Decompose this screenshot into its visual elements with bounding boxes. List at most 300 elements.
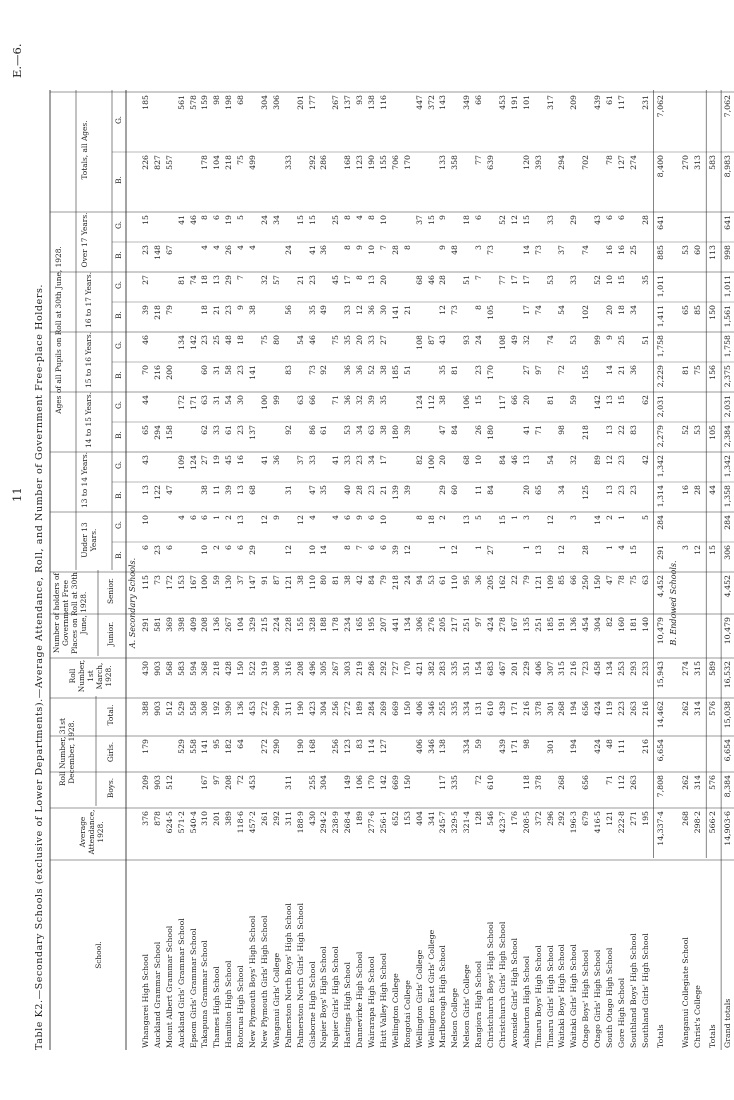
header-girls: G. xyxy=(114,116,123,124)
totals-row-value: 291 xyxy=(655,545,665,560)
table-row-value xyxy=(247,455,259,480)
table-row-value: 261 xyxy=(259,811,269,826)
table-row-value: 190 xyxy=(295,739,305,754)
table-row-value: 36 xyxy=(319,245,329,255)
table-row-value: 124 xyxy=(188,455,198,470)
table-row-value xyxy=(692,215,704,240)
table-row-value xyxy=(247,515,259,540)
table-row-value xyxy=(449,455,461,480)
header-age-15-16: 15 to 16 Years. xyxy=(84,332,93,388)
table-row-value: 292 xyxy=(378,661,388,676)
table-row-value xyxy=(680,335,692,360)
table-row-value: 137 xyxy=(343,95,353,110)
table-row-school: Thames High School xyxy=(212,966,222,1048)
table-row-value xyxy=(449,275,461,300)
totals-row-value: 284 xyxy=(723,515,733,530)
table-row-value: 79 xyxy=(164,305,174,315)
table-row-value: 14 xyxy=(605,365,614,375)
table-row-value: 61 xyxy=(605,95,614,105)
table-row-value: 41 xyxy=(259,455,269,465)
table-row-value: 77 xyxy=(497,275,507,285)
header-roll-boys: Boys. xyxy=(106,777,115,799)
totals-row-value: 998 xyxy=(723,245,733,260)
table-row-value: 10 xyxy=(140,515,150,525)
table-row-value: 12 xyxy=(693,545,703,555)
table-row-value: 85 xyxy=(557,575,567,585)
table-row-value: 17 xyxy=(509,275,519,285)
table-row-value xyxy=(497,545,509,570)
table-row-value: 423·7 xyxy=(497,811,507,834)
table-row-value xyxy=(592,305,604,330)
table-row-value xyxy=(402,275,414,300)
table-row-value: 195 xyxy=(640,811,650,826)
table-row-value: 9 xyxy=(438,215,448,220)
table-row-value: 233 xyxy=(640,661,650,676)
table-row-school: Timaru Boys' High School xyxy=(533,945,543,1048)
table-row-value: 53 xyxy=(681,245,691,255)
table-row-value: 15 xyxy=(426,215,436,225)
table-row-value: 53 xyxy=(343,425,353,435)
table-row-value: 294 xyxy=(152,425,162,440)
table-row-value: 4 xyxy=(200,245,210,250)
table-row-value: 194 xyxy=(569,739,579,754)
table-row-value xyxy=(580,95,592,150)
table-row-value: 158 xyxy=(164,425,174,440)
table-row-value: 301 xyxy=(545,701,555,716)
table-row-value xyxy=(680,395,692,420)
header-age-13-14: 13 to 14 Years. xyxy=(80,452,89,508)
table-row-value: 45 xyxy=(224,455,234,465)
table-row-value: 33 xyxy=(343,455,353,465)
table-row-school: Christ's College xyxy=(693,985,703,1048)
table-row-value: 99 xyxy=(593,335,603,345)
totals-row-value xyxy=(707,395,719,420)
table-row-value: 44 xyxy=(140,395,150,405)
table-row-value: 457·2 xyxy=(248,811,257,834)
table-row-value: 430 xyxy=(140,661,150,676)
table-row-value: 34 xyxy=(367,455,376,465)
table-row-value: 314 xyxy=(693,701,703,716)
totals-row-value xyxy=(707,455,719,480)
table-row-school: Whangarei High School xyxy=(140,953,150,1048)
table-row-value xyxy=(533,395,545,420)
table-row-value: 568 xyxy=(164,661,174,676)
table-row-value: 496 xyxy=(307,661,317,676)
table-row-value: 296 xyxy=(545,811,555,826)
table-row-school: South Otago High School xyxy=(605,947,614,1048)
table-row-value: 35 xyxy=(438,365,448,375)
table-row-value: 32 xyxy=(355,395,365,405)
table-row-value: 262 xyxy=(681,701,691,716)
table-row-value: 6 xyxy=(378,545,388,550)
table-row-value xyxy=(330,365,342,390)
table-row-value: 142 xyxy=(188,335,198,350)
table-row-value: 6 xyxy=(188,515,198,520)
table-row-value: 522 xyxy=(248,661,257,676)
table-row-value: 267 xyxy=(224,617,234,632)
table-row-value xyxy=(556,95,568,150)
table-row-value: 159 xyxy=(200,95,210,110)
table-row-school: Marlborough High School xyxy=(438,945,448,1048)
totals-row-value: 4,452 xyxy=(655,575,665,598)
totals-row-value: 641 xyxy=(655,215,665,230)
table-row-value: 182 xyxy=(224,739,234,754)
table-row-value: 8 xyxy=(343,245,353,250)
table-row-value xyxy=(485,515,497,540)
table-row-value xyxy=(426,545,438,570)
table-row-value: 74 xyxy=(188,275,198,285)
table-row-value: 81 xyxy=(331,575,341,585)
table-row-value: 112 xyxy=(426,395,436,410)
totals-row-value: 7,062 xyxy=(723,95,733,118)
table-row-value: 702 xyxy=(581,155,591,170)
table-row-value xyxy=(449,515,461,540)
table-row-value xyxy=(318,95,330,150)
table-row-value: 706 xyxy=(390,155,400,170)
table-row-value: 1 xyxy=(605,545,614,550)
table-row-value: 138 xyxy=(367,95,376,110)
table-row-value xyxy=(330,155,342,210)
table-row-value: 51 xyxy=(462,275,472,285)
table-row-value: 25 xyxy=(331,215,341,225)
table-row-school: Wellington College xyxy=(390,973,400,1048)
table-row-value: 108 xyxy=(497,335,507,350)
table-row-value: 68 xyxy=(414,275,424,285)
table-row-value: 139 xyxy=(390,485,400,500)
table-row-value: 80 xyxy=(271,335,281,345)
table-row-value: 52 xyxy=(367,365,376,375)
table-row-value xyxy=(176,485,188,510)
table-row-value: 118 xyxy=(521,775,531,790)
table-row-value xyxy=(426,485,438,510)
table-row-value: 32 xyxy=(259,275,269,285)
table-row-value: 226 xyxy=(140,155,150,170)
table-row-value: 111 xyxy=(616,739,626,754)
table-row-value: 430 xyxy=(307,811,317,826)
table-row-school: Dannevirke High School xyxy=(355,951,365,1048)
table-row-value: 669 xyxy=(390,775,400,790)
table-row-value xyxy=(402,739,414,770)
totals-row-value: 284 xyxy=(655,515,665,530)
table-row-value xyxy=(680,575,692,612)
table-row-value: 2 xyxy=(605,515,614,520)
table-row-value: 87 xyxy=(271,575,281,585)
table-row-school: Hastings High School xyxy=(343,962,353,1048)
header-girls: G. xyxy=(114,281,123,289)
table-row-value xyxy=(568,545,580,570)
table-row-value: 15 xyxy=(616,275,626,285)
table-row-value: 218 xyxy=(224,155,234,170)
table-row-value: 43 xyxy=(140,455,150,465)
table-row-value: 215 xyxy=(259,617,269,632)
table-row-value xyxy=(426,155,438,210)
table-row-value: 311 xyxy=(283,775,293,790)
table-row-value: 335 xyxy=(450,701,460,716)
table-row-value: 6 xyxy=(367,515,376,520)
table-row-value: 134 xyxy=(402,617,412,632)
table-row-value: 17 xyxy=(378,455,388,465)
table-row-value xyxy=(247,395,259,420)
table-row-value: 8 xyxy=(414,515,424,520)
table-row-value: 71 xyxy=(331,395,341,405)
table-row-value xyxy=(545,305,557,330)
table-row-value: 329·5 xyxy=(450,811,460,834)
table-row-value xyxy=(497,305,509,330)
totals-row-value: 583 xyxy=(708,155,718,170)
table-row-value: 12 xyxy=(283,545,293,555)
table-row-value: 398 xyxy=(176,617,186,632)
table-row-value: 27 xyxy=(378,335,388,345)
table-row-value: 283 xyxy=(438,661,448,676)
table-row-value: 6 xyxy=(224,545,234,550)
table-row-value: 167 xyxy=(188,575,198,590)
table-row-value: 98 xyxy=(521,739,531,749)
table-row-value: 333 xyxy=(283,155,293,170)
table-row-value: 4 xyxy=(176,515,186,520)
table-row-value: 4 xyxy=(236,245,246,250)
table-row-value: 14 xyxy=(593,515,603,525)
table-row-value xyxy=(628,275,640,300)
table-row-value xyxy=(164,335,176,360)
table-row-value xyxy=(568,485,580,510)
table-row-value: 49 xyxy=(509,335,519,345)
table-row-value: 38 xyxy=(438,395,448,405)
table-row-value: 185 xyxy=(140,95,150,110)
table-row-value: 84 xyxy=(450,425,460,435)
table-row-value: 5 xyxy=(640,515,650,520)
table-row-value: 378 xyxy=(533,775,543,790)
table-row-value xyxy=(283,335,295,360)
table-row-value: 153 xyxy=(176,575,186,590)
totals-row-value: 1,314 xyxy=(655,485,665,508)
table-row-value: 133 xyxy=(438,155,448,170)
table-row-value: 16 xyxy=(236,455,246,465)
table-row-value xyxy=(402,95,414,150)
table-row-value: 170 xyxy=(402,155,412,170)
table-row-value: 123 xyxy=(343,739,353,754)
table-row-value xyxy=(330,485,342,510)
table-row-value: 7 xyxy=(236,275,246,280)
table-row-value: 306 xyxy=(414,617,424,632)
table-row-value xyxy=(592,425,604,450)
table-row-value: 6 xyxy=(605,215,614,220)
table-row-value: 37 xyxy=(414,215,424,225)
table-row-value xyxy=(176,155,188,210)
table-row-value: 33 xyxy=(545,215,555,225)
table-row-value: 36 xyxy=(474,575,484,585)
table-row-value: 208·5 xyxy=(521,811,531,834)
table-row-value: 234 xyxy=(343,617,353,632)
page-reference: E.—6. xyxy=(10,43,24,78)
table-row-value: 1 xyxy=(616,515,626,520)
table-row-value: 19 xyxy=(212,455,222,465)
table-row-value xyxy=(580,335,592,360)
table-row-value: 43 xyxy=(593,215,603,225)
table-row-value: 140 xyxy=(640,617,650,632)
table-row-value: 376 xyxy=(140,811,150,826)
table-row-value: 39 xyxy=(140,305,150,315)
header-junior: Junior. xyxy=(106,621,115,647)
table-row-value: 25 xyxy=(616,335,626,345)
table-row-value: 92 xyxy=(283,425,293,435)
table-row-school: Waitaki Boys' High School xyxy=(557,944,567,1048)
table-row-value: 64 xyxy=(236,739,246,749)
table-row-school: Wellington East Girls' College xyxy=(426,929,436,1048)
header-free-place-holders: Number of holders of Government Free Places on Roll at 30th June, 1928. xyxy=(52,572,88,654)
table-row-value xyxy=(692,275,704,300)
totals-row-value xyxy=(707,335,719,360)
table-row-value: 13 xyxy=(236,485,246,495)
table-row-value xyxy=(390,395,402,420)
table-row-value: 8 xyxy=(200,215,210,220)
table-row-value: 335 xyxy=(450,775,460,790)
section-heading: A. Secondary Schools. xyxy=(128,557,137,649)
table-row-value xyxy=(533,335,545,360)
table-row-value: 529 xyxy=(176,701,186,716)
table-row-value: 217 xyxy=(450,617,460,632)
table-row-value: 191 xyxy=(509,95,519,110)
table-row-value: 190 xyxy=(367,155,376,170)
table-row-value: 727 xyxy=(390,661,400,676)
table-row-value: 68 xyxy=(462,455,472,465)
table-row-school: Gore High School xyxy=(616,977,626,1048)
table-row-value: 17 xyxy=(521,305,531,315)
table-row-value xyxy=(318,395,330,420)
table-row-value: 112 xyxy=(616,775,626,790)
table-row-value xyxy=(271,425,283,450)
table-row-school: Christchurch Boys' High School xyxy=(486,921,495,1048)
table-row-value: 453 xyxy=(497,95,507,110)
table-row-value: 75 xyxy=(236,155,246,165)
header-senior: Senior. xyxy=(106,577,115,605)
table-row-value: 63 xyxy=(640,575,650,585)
totals-row-value: 576 xyxy=(708,701,718,716)
table-row-value xyxy=(176,545,188,570)
table-row-value: 46 xyxy=(140,335,150,345)
table-row-value: 24 xyxy=(259,215,269,225)
table-row-value: 27 xyxy=(521,365,531,375)
table-row-value: 13 xyxy=(236,515,246,525)
table-row-value: 82 xyxy=(414,455,424,465)
table-row-value: 335 xyxy=(450,661,460,676)
table-row-value: 137 xyxy=(248,425,257,440)
table-row-value: 63 xyxy=(367,425,376,435)
table-row-value: 121 xyxy=(533,575,543,590)
table-row-value: 74 xyxy=(545,335,555,345)
table-row-value xyxy=(318,515,330,540)
table-row-value: 321·4 xyxy=(462,811,472,834)
table-row-value: 35 xyxy=(378,395,388,405)
table-row-value: 6 xyxy=(236,545,246,550)
table-row-value: 59 xyxy=(474,739,484,749)
table-row-value: 80 xyxy=(319,575,329,585)
table-row-value: 467 xyxy=(497,661,507,676)
table-row-value xyxy=(640,365,652,390)
table-row-value: 36 xyxy=(271,455,281,465)
totals-row-value: 8,400 xyxy=(655,155,665,178)
table-body xyxy=(34,8,733,1050)
table-row-value: 454 xyxy=(581,617,591,632)
table-row-value: 100 xyxy=(259,395,269,410)
table-row-value: 2 xyxy=(438,515,448,520)
totals-row-value: 2,229 xyxy=(655,365,665,388)
table-row-school: Avonside Girls' High School xyxy=(509,938,519,1048)
header-age-16-17: 16 to 17 Years. xyxy=(84,272,93,328)
table-row-value: 3 xyxy=(681,545,691,550)
table-row-value xyxy=(330,775,342,806)
table-row-value xyxy=(271,365,283,390)
table-row-value: 178 xyxy=(200,155,210,170)
table-row-value: 263 xyxy=(628,701,638,716)
table-row-school: Hutt Valley High School xyxy=(378,952,388,1048)
table-row-value xyxy=(152,215,164,240)
table-row-value xyxy=(545,485,557,510)
table-row-value: 15 xyxy=(497,515,507,525)
table-row-value: 21 xyxy=(212,305,222,315)
table-row-value: 17 xyxy=(343,275,353,285)
table-row-value xyxy=(414,485,426,510)
table-row-value xyxy=(628,455,640,480)
table-row-value: 142 xyxy=(593,395,603,410)
table-row-value: 53 xyxy=(693,425,703,435)
table-row-value: 27 xyxy=(200,455,210,465)
table-row-value: 87 xyxy=(426,335,436,345)
table-row-school: Rotorua High School xyxy=(236,965,246,1048)
table-row-value: 136 xyxy=(236,701,246,716)
table-row-value: 512 xyxy=(164,775,174,790)
table-row-school: Gisborne High School xyxy=(307,961,317,1048)
table-row-value: 35 xyxy=(343,335,353,345)
table-row-value: 346 xyxy=(426,739,436,754)
table-row-value xyxy=(330,425,342,450)
table-row-value: 304 xyxy=(319,701,329,716)
table-row-value: 209 xyxy=(140,775,150,790)
table-row-value xyxy=(283,455,295,480)
table-row-value xyxy=(295,425,307,450)
table-row-value: 22 xyxy=(616,425,626,435)
table-row-value: 47 xyxy=(605,575,614,585)
table-row-value: 171 xyxy=(188,395,198,410)
table-row-value: 34 xyxy=(628,305,638,315)
table-row-value: 12 xyxy=(295,515,305,525)
table-row-value xyxy=(390,335,402,360)
table-row-value: 200 xyxy=(164,365,174,380)
table-row-value: 18 xyxy=(236,335,246,345)
table-row-value xyxy=(485,455,497,480)
table-row-value: 53 xyxy=(426,575,436,585)
table-row-value: 114 xyxy=(367,739,376,754)
table-row-value: 499 xyxy=(248,155,257,170)
table-row-value: 6 xyxy=(343,515,353,520)
table-row-value: 74 xyxy=(581,245,591,255)
table-row-value xyxy=(485,739,497,770)
table-row-value xyxy=(295,365,307,390)
totals-row-value: 2,375 xyxy=(723,365,733,388)
table-row-value: 1 xyxy=(521,545,531,550)
table-row-value xyxy=(461,545,473,570)
table-row-value: 303 xyxy=(343,661,353,676)
table-row-value: 37 xyxy=(236,575,246,585)
table-row-value: 60 xyxy=(693,245,703,255)
table-row-value: 150 xyxy=(402,775,412,790)
table-row-school: Auckland Girls' Grammar School xyxy=(176,918,186,1048)
table-row-value: 39 xyxy=(402,425,412,435)
table-row-value: 38 xyxy=(378,425,388,435)
table-row-value xyxy=(247,335,259,360)
totals-row-value: 15 xyxy=(708,545,718,555)
table-row-value: 557 xyxy=(164,155,174,170)
table-row-value xyxy=(461,365,473,390)
